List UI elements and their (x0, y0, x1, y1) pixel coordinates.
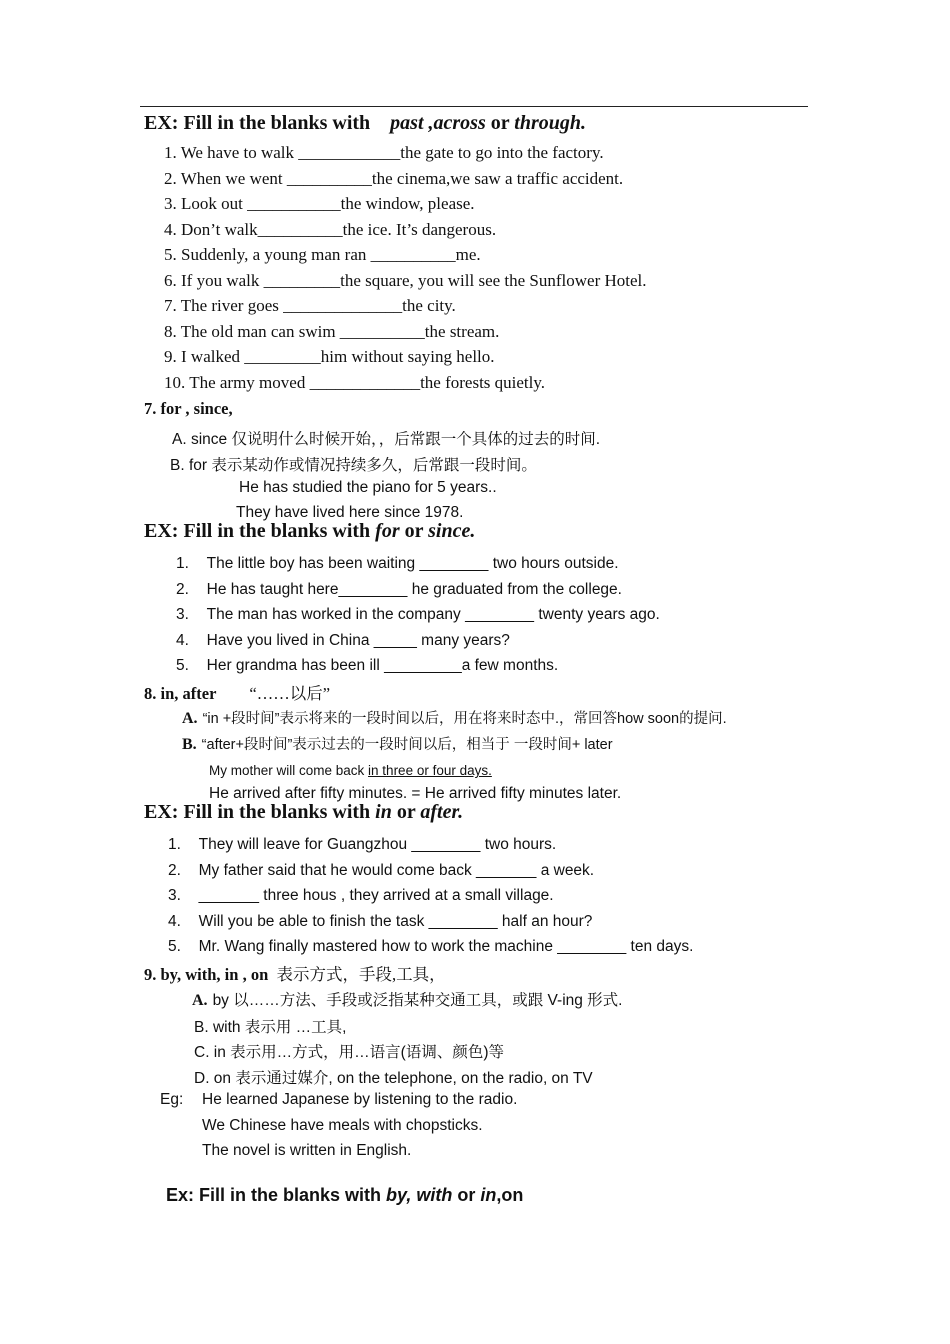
item-number: 1. (176, 555, 189, 572)
exercise-1-item: 3. Look out ___________the window, please. (164, 194, 475, 213)
item-text: My father said that he would come back _______ a week. (198, 862, 595, 879)
section-title-chinese: “……以后” (249, 684, 331, 703)
section-9-rule-b: B. with 表示用 …工具, (194, 1019, 347, 1036)
item-number: 1. (168, 836, 181, 853)
exercise-1-item: 8. The old man can swim __________the stream. (164, 322, 500, 341)
section-8-rule-a (182, 707, 727, 728)
item-text: Have you lived in China _____ many years? (206, 632, 510, 649)
section-title-text: 8. in, after (144, 684, 217, 703)
section-9-rule-a (192, 988, 623, 1010)
exercise-title-text: EX: Fill in the blanks with (144, 520, 376, 542)
section-title-chinese: 表示方式，手段,工具， (276, 965, 446, 984)
exercise-4-title (166, 1185, 523, 1206)
item-text: Will you be able to finish the task ________ half an hour? (198, 913, 593, 930)
exercise-title-keyword-last: ,on (496, 1185, 524, 1205)
section-7-rule-b: B. for 表示某动作或情况持续多久，后常跟一段时间。 (170, 457, 537, 474)
rule-text: by 以……方法、手段或泛指某种交通工具，或跟 V-ing 形式. (212, 992, 623, 1009)
exercise-title-keyword: in (480, 1185, 497, 1205)
exercise-title-text: EX: Fill in the blanks with (144, 801, 376, 823)
exercise-title-or: or (399, 520, 429, 542)
exercise-title-or: or (391, 801, 421, 823)
exercise-3-item (168, 938, 693, 956)
section-title-text: 9. by, with, in , on (144, 965, 269, 984)
exercise-title-keyword: after. (420, 801, 464, 823)
exercise-title-or: or (485, 112, 515, 134)
exercise-3-title (144, 801, 463, 824)
item-number: 5. (168, 938, 181, 955)
example-text: My mother will come back (209, 763, 369, 778)
item-number: 3. (176, 606, 189, 623)
exercise-2-title (144, 520, 475, 543)
section-8-example: He arrived after fifty minutes. = He arrived fifty minutes later. (209, 785, 622, 802)
exercise-1-item: 6. If you walk _________the square, you will see the Sunflower Hotel. (164, 271, 647, 290)
item-text: Her grandma has been ill _________a few months. (206, 657, 559, 674)
rule-letter: A. (192, 992, 208, 1009)
exercise-title-keyword: since. (428, 520, 476, 542)
exercise-title-text: Ex: Fill in the blanks with (166, 1185, 387, 1205)
item-number: 4. (176, 632, 189, 649)
exercise-title-keyword: for (375, 520, 400, 542)
section-8-example (209, 763, 492, 778)
rule-letter: A. (182, 710, 198, 727)
item-text: Mr. Wang finally mastered how to work the machine ________ ten days. (198, 938, 694, 955)
rule-text: “in +段时间”表示将来的一段时间以后，用在将来时态中.，常回答how soon的提问. (202, 711, 727, 727)
exercise-title-text: EX: Fill in the blanks with (144, 112, 371, 134)
section-7-example: They have lived here since 1978. (236, 504, 464, 521)
exercise-2-item (176, 606, 660, 624)
exercise-1-item: 2. When we went __________the cinema,we saw a traffic accident. (164, 169, 624, 188)
section-7-title: 7. for , since, (144, 399, 233, 418)
section-8-title (144, 680, 330, 704)
exercise-3-item (168, 836, 556, 854)
exercise-2-item (176, 581, 622, 599)
item-text: They will leave for Guangzhou ________ two hours. (198, 836, 557, 853)
section-7-example: He has studied the piano for 5 years.. (239, 479, 497, 496)
item-number: 2. (176, 581, 189, 598)
exercise-3-item (168, 887, 554, 905)
section-9-title (144, 961, 446, 985)
item-text: The man has worked in the company ________ twenty years ago. (206, 606, 660, 623)
item-text: _______ three hous , they arrived at a small village. (198, 887, 554, 904)
exercise-1-item: 10. The army moved _____________the forests quietly. (164, 373, 546, 392)
item-text: He has taught here________ he graduated from the college. (206, 581, 622, 598)
rule-text: “after+段时间”表示过去的一段时间以后，相当于 一段时间+ later (201, 737, 613, 753)
exercise-1-item: 7. The river goes ______________the city. (164, 296, 456, 315)
exercise-1-item: 4. Don’t walk__________the ice. It’s dangerous. (164, 220, 497, 239)
exercise-2-item (176, 555, 619, 573)
exercise-2-item (176, 632, 510, 650)
example-underlined: in three or four days. (368, 763, 492, 778)
exercise-title-keyword: by, with (386, 1185, 453, 1205)
exercise-1-item: 1. We have to walk ____________the gate to go into the factory. (164, 143, 604, 162)
section-9-rule-d: D. on 表示通过媒介, on the telephone, on the radio, on TV (194, 1070, 593, 1087)
exercise-3-item (168, 913, 592, 931)
item-number: 4. (168, 913, 181, 930)
rule-letter: B. (182, 736, 197, 753)
section-9-example: We Chinese have meals with chopsticks. (202, 1117, 483, 1134)
section-9-example: The novel is written in English. (202, 1142, 412, 1159)
exercise-1-title (144, 112, 586, 135)
exercise-title-keyword: in (375, 801, 392, 823)
exercise-title-or: or (452, 1185, 481, 1205)
section-7-rule-a: A. since 仅说明什么时候开始，，后常跟一个具体的过去的时间. (172, 431, 601, 448)
exercise-3-item (168, 862, 594, 880)
section-9-rule-c: C. in 表示用…方式，用…语言(语调、颜色)等 (194, 1044, 505, 1061)
top-rule (140, 106, 808, 107)
section-9-example-label: Eg: (160, 1091, 184, 1108)
item-number: 5. (176, 657, 189, 674)
section-8-rule-b (182, 733, 613, 754)
exercise-title-keywords: past ,across (390, 112, 486, 134)
section-9-example: He learned Japanese by listening to the radio. (202, 1091, 518, 1108)
exercise-2-item (176, 657, 558, 675)
exercise-1-item: 9. I walked _________him without saying hello. (164, 347, 495, 366)
item-number: 2. (168, 862, 181, 879)
exercise-title-keyword-last: through. (514, 112, 586, 134)
item-text: The little boy has been waiting ________ two hours outside. (206, 555, 619, 572)
exercise-1-item: 5. Suddenly, a young man ran __________me. (164, 245, 481, 264)
item-number: 3. (168, 887, 181, 904)
